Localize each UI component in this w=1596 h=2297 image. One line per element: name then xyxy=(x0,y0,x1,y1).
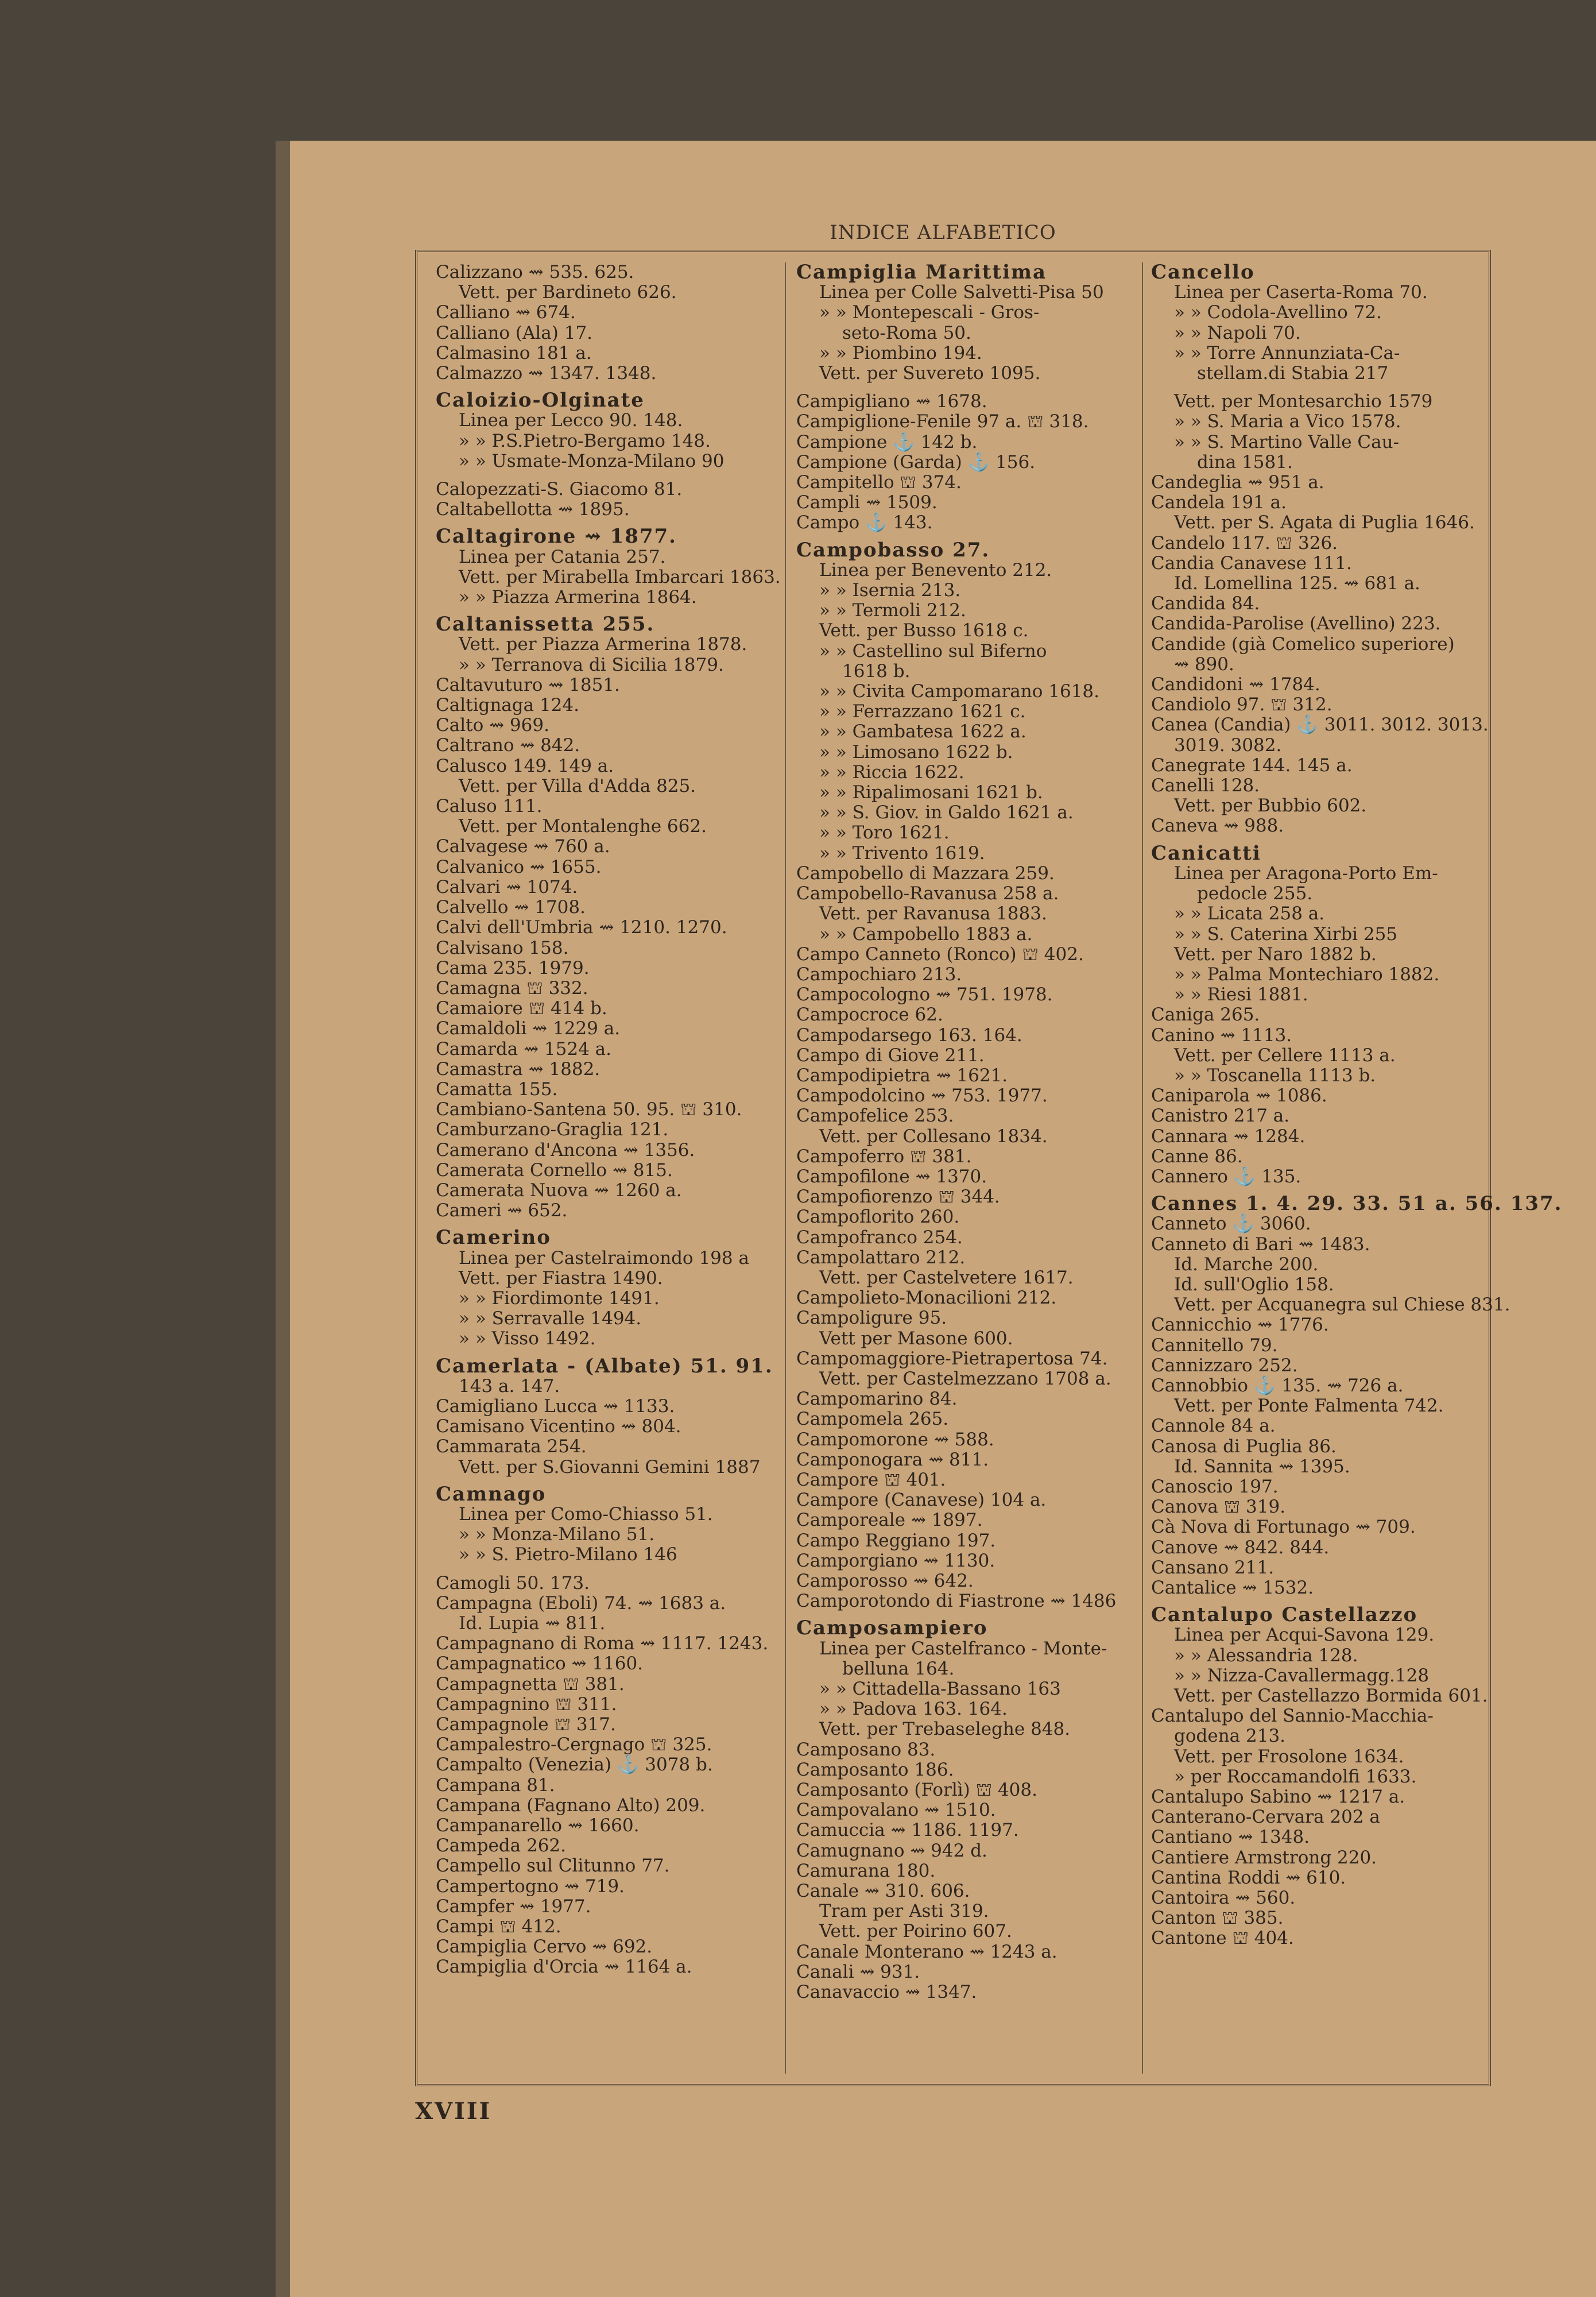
index-entry: Camisano Vicentino ⇝ 804. xyxy=(436,1416,681,1437)
index-entry: Camerata Nuova ⇝ 1260 a. xyxy=(436,1180,682,1201)
index-entry: Id. sull'Oglio 158. xyxy=(1174,1274,1334,1295)
index-entry: Campagnatico ⇝ 1160. xyxy=(436,1653,644,1675)
index-heading: Camnago xyxy=(436,1482,547,1506)
index-entry: Campalto (Venezia) ⚓ 3078 b. xyxy=(436,1754,713,1776)
index-entry: Campolattaro 212. xyxy=(796,1247,966,1268)
index-entry: Camerano d'Ancona ⇝ 1356. xyxy=(436,1139,695,1161)
index-entry: Vett. per Frosolone 1634. xyxy=(1174,1746,1404,1767)
index-entry: Campovalano ⇝ 1510. xyxy=(796,1800,996,1821)
index-column-1 xyxy=(436,262,781,1978)
index-page xyxy=(290,141,1596,2297)
index-entry: Campiglione-Fenile 97 a. ⛫ 318. xyxy=(796,411,1089,432)
index-entry: Vett. per Mirabella Imbarcari 1863. xyxy=(459,566,781,587)
index-entry: Canelli 128. xyxy=(1151,775,1260,796)
index-entry: » » Usmate-Monza-Milano 90 xyxy=(459,450,725,471)
index-entry: Cannicchio ⇝ 1776. xyxy=(1151,1314,1329,1336)
index-entry: » » Isernia 213. xyxy=(819,580,961,601)
index-entry: Caltrano ⇝ 842. xyxy=(436,735,580,756)
page-folio: XVIII xyxy=(415,2098,492,2125)
index-entry: Campo di Giove 211. xyxy=(796,1045,985,1066)
index-entry: Campagnole ⛫ 317. xyxy=(436,1714,616,1735)
index-entry: Cantina Roddi ⇝ 610. xyxy=(1151,1867,1346,1888)
index-entry: Campagnino ⛫ 311. xyxy=(436,1693,617,1715)
index-entry: Campione (Garda) ⚓ 156. xyxy=(796,451,1036,473)
index-entry: Camburzano-Graglia 121. xyxy=(436,1119,669,1140)
index-entry: Calvello ⇝ 1708. xyxy=(436,897,586,918)
book-spine-edge xyxy=(276,141,292,2297)
index-heading: Caltanissetta 255. xyxy=(436,613,655,636)
index-entry: Vett per Masone 600. xyxy=(819,1328,1013,1349)
index-entry: » » Gambatesa 1622 a. xyxy=(819,721,1026,743)
index-entry: Vett. per Castelmezzano 1708 a. xyxy=(819,1368,1111,1389)
index-heading: Caloizio-Olginate xyxy=(436,389,645,412)
index-entry: Cannara ⇝ 1284. xyxy=(1151,1126,1306,1147)
index-entry: godena 213. xyxy=(1174,1726,1286,1747)
index-entry: Vett. per Ravanusa 1883. xyxy=(819,903,1047,925)
index-entry: Camaldoli ⇝ 1229 a. xyxy=(436,1018,621,1039)
index-entry: Campagnetta ⛫ 381. xyxy=(436,1673,625,1695)
index-entry: Campore (Canavese) 104 a. xyxy=(796,1490,1047,1511)
index-heading: Cannes 1. 4. 29. 33. 51 a. 56. 137. xyxy=(1151,1192,1563,1216)
index-entry: Vett. per Suvereto 1095. xyxy=(819,363,1041,384)
index-entry: Camporgiano ⇝ 1130. xyxy=(796,1550,995,1571)
index-entry: Campomorone ⇝ 588. xyxy=(796,1429,994,1450)
index-entry: Vett. per Naro 1882 b. xyxy=(1174,943,1377,965)
index-entry: Caltignaga 124. xyxy=(436,695,579,716)
index-heading: Campiglia Marittima xyxy=(796,261,1047,284)
index-entry: Cà Nova di Fortunago ⇝ 709. xyxy=(1151,1517,1416,1538)
column-divider xyxy=(1142,262,1143,2074)
index-entry: Camponogara ⇝ 811. xyxy=(796,1449,989,1470)
index-entry: Campofelice 253. xyxy=(796,1105,954,1127)
index-entry: Vett. per Castellazzo Bormida 601. xyxy=(1174,1685,1488,1707)
index-entry: Calvari ⇝ 1074. xyxy=(436,876,578,898)
index-entry: Candelo 117. ⛫ 326. xyxy=(1151,532,1338,554)
index-entry: » » Montepescali - Gros- xyxy=(819,302,1040,323)
index-entry: » » Riesi 1881. xyxy=(1174,984,1308,1006)
index-entry: Camugnano ⇝ 942 d. xyxy=(796,1840,987,1861)
index-entry: Camposanto (Forlì) ⛫ 408. xyxy=(796,1780,1037,1801)
index-heading: Camposampiero xyxy=(796,1617,988,1640)
index-entry: Cantalupo del Sannio-Macchia- xyxy=(1151,1706,1434,1727)
index-entry: » » Toro 1621. xyxy=(819,822,950,844)
index-entry: Camaiore ⛫ 414 b. xyxy=(436,998,607,1019)
index-entry: Calvagese ⇝ 760 a. xyxy=(436,836,610,857)
index-entry: Campo Canneto (Ronco) ⛫ 402. xyxy=(796,943,1084,965)
index-entry: Caniparola ⇝ 1086. xyxy=(1151,1085,1327,1107)
index-entry: Campi ⛫ 412. xyxy=(436,1916,561,1938)
index-entry: » » Riccia 1622. xyxy=(819,761,964,783)
index-entry: Id. Marche 200. xyxy=(1174,1254,1319,1275)
index-entry: » » Civita Campomarano 1618. xyxy=(819,681,1100,702)
index-entry: Linea per Benevento 212. xyxy=(819,559,1052,581)
index-entry: » » Campobello 1883 a. xyxy=(819,923,1033,945)
index-entry: Canoscio 197. xyxy=(1151,1476,1279,1497)
index-entry: Campoflorito 260. xyxy=(796,1206,960,1228)
index-entry: Campana (Fagnano Alto) 209. xyxy=(436,1795,706,1816)
index-entry: Vett. per Cellere 1113 a. xyxy=(1174,1045,1396,1066)
index-entry: Candida 84. xyxy=(1151,593,1260,614)
index-entry: Caniga 265. xyxy=(1151,1004,1260,1026)
index-entry: Campobello-Ravanusa 258 a. xyxy=(796,883,1059,904)
index-entry: Camposano 83. xyxy=(796,1739,936,1760)
index-entry: Camporotondo di Fiastrone ⇝ 1486 xyxy=(796,1591,1117,1612)
index-entry: » » Licata 258 a. xyxy=(1174,903,1325,925)
index-entry: stellam.di Stabia 217 xyxy=(1197,363,1389,384)
index-entry: Camastra ⇝ 1882. xyxy=(436,1058,601,1080)
index-entry: » » Nizza-Cavallermagg.128 xyxy=(1174,1665,1430,1686)
index-entry: Cantalupo Sabino ⇝ 1217 a. xyxy=(1151,1786,1405,1808)
index-entry: » » Termoli 212. xyxy=(819,600,966,621)
index-entry: Canale ⇝ 310. 606. xyxy=(796,1881,970,1902)
index-heading: Camerino xyxy=(436,1226,551,1250)
index-entry: ⇝ 890. xyxy=(1174,653,1234,675)
index-entry: Campanarello ⇝ 1660. xyxy=(436,1815,640,1836)
index-entry: » » S. Pietro-Milano 146 xyxy=(459,1544,677,1565)
index-entry: Vett. per Ponte Falmenta 742. xyxy=(1174,1395,1444,1417)
index-entry: » » Cittadella-Bassano 163 xyxy=(819,1679,1061,1700)
spacer xyxy=(436,1565,774,1573)
index-entry: Campiglia Cervo ⇝ 692. xyxy=(436,1936,653,1958)
index-entry: Canea (Candia) ⚓ 3011. 3012. 3013. xyxy=(1151,714,1489,736)
index-frame xyxy=(415,250,1563,2086)
index-entry: Caluso 111. xyxy=(436,796,543,817)
index-entry: Campodarsego 163. 164. xyxy=(796,1024,1022,1046)
index-entry: Vett. per S. Agata di Puglia 1646. xyxy=(1174,512,1475,533)
index-entry: Vett. per Montalenghe 662. xyxy=(459,816,707,837)
index-entry: Calvanico ⇝ 1655. xyxy=(436,856,602,877)
index-entry: Cambiano-Santena 50. 95. ⛫ 310. xyxy=(436,1099,742,1120)
index-entry: Campitello ⛫ 374. xyxy=(796,472,962,493)
index-entry: Calusco 149. 149 a. xyxy=(436,755,614,776)
index-entry: » » Ripalimosani 1621 b. xyxy=(819,782,1043,803)
index-heading: Campobasso 27. xyxy=(796,538,990,562)
index-entry: Canove ⇝ 842. 844. xyxy=(1151,1537,1330,1558)
index-entry: Campertogno ⇝ 719. xyxy=(436,1876,625,1897)
index-entry: » » Terranova di Sicilia 1879. xyxy=(459,654,724,675)
index-entry: Cannobbio ⚓ 135. ⇝ 726 a. xyxy=(1151,1375,1404,1396)
index-entry: » » Piazza Armerina 1864. xyxy=(459,587,697,608)
index-heading: Caltagirone ⇝ 1877. xyxy=(436,525,677,548)
index-entry: Camposanto 186. xyxy=(796,1759,954,1780)
index-entry: Canosa di Puglia 86. xyxy=(1151,1436,1337,1457)
index-entry: » » Torre Annunziata-Ca- xyxy=(1174,342,1400,364)
index-entry: Cammarata 254. xyxy=(436,1436,587,1457)
index-entry: » » S. Giov. in Galdo 1621 a. xyxy=(819,802,1074,823)
index-entry: Candiolo 97. ⛫ 312. xyxy=(1151,694,1332,716)
index-entry: Cantiano ⇝ 1348. xyxy=(1151,1827,1310,1848)
index-entry: Id. Lomellina 125. ⇝ 681 a. xyxy=(1174,573,1420,594)
index-heading: Canicatti xyxy=(1151,841,1261,865)
index-entry: 1618 b. xyxy=(842,660,911,682)
index-entry: Canavaccio ⇝ 1347. xyxy=(796,1982,977,2003)
index-entry: » » Piombino 194. xyxy=(819,342,982,364)
index-entry: Campodolcino ⇝ 753. 1977. xyxy=(796,1085,1048,1107)
index-entry: » » Fiordimonte 1491. xyxy=(459,1287,660,1309)
index-entry: Linea per Lecco 90. 148. xyxy=(459,410,683,431)
index-entry: Linea per Castelraimondo 198 a xyxy=(459,1247,749,1269)
index-entry: Linea per Castelfranco - Monte- xyxy=(819,1638,1107,1659)
index-entry: » » Napoli 70. xyxy=(1174,322,1301,343)
index-entry: 143 a. 147. xyxy=(459,1375,560,1397)
index-entry: Calizzano ⇝ 535. 625. xyxy=(436,262,634,283)
index-entry: Campofranco 254. xyxy=(796,1227,963,1248)
index-entry: Linea per Colle Salvetti-Pisa 50 xyxy=(819,282,1104,303)
index-entry: pedocle 255. xyxy=(1197,883,1313,904)
index-entry: Vett. per Trebaseleghe 848. xyxy=(819,1719,1071,1740)
index-entry: Linea per Catania 257. xyxy=(459,546,666,567)
index-entry: Camogli 50. 173. xyxy=(436,1572,590,1594)
index-entry: Camarda ⇝ 1524 a. xyxy=(436,1038,611,1059)
index-entry: Calto ⇝ 969. xyxy=(436,715,549,736)
index-entry: Calliano ⇝ 674. xyxy=(436,302,576,323)
index-entry: Campfer ⇝ 1977. xyxy=(436,1896,591,1917)
index-entry: Campodipietra ⇝ 1621. xyxy=(796,1065,1008,1086)
index-entry: Cannitello 79. xyxy=(1151,1335,1278,1356)
index-entry: Cannizzaro 252. xyxy=(1151,1355,1298,1376)
index-entry: seto-Roma 50. xyxy=(842,322,971,343)
column-divider xyxy=(785,262,786,2074)
index-entry: Vett. per Bubbio 602. xyxy=(1174,795,1367,817)
index-entry: Cantiere Armstrong 220. xyxy=(1151,1847,1377,1868)
index-entry: belluna 164. xyxy=(842,1658,955,1679)
index-entry: Cama 235. 1979. xyxy=(436,957,590,979)
spacer xyxy=(436,471,774,479)
page-header: INDICE ALFABETICO xyxy=(830,221,1056,244)
index-entry: » » Limosano 1622 b. xyxy=(819,741,1013,763)
index-entry: Vett. per Busso 1618 c. xyxy=(819,620,1029,641)
index-entry: Caltavuturo ⇝ 1851. xyxy=(436,674,620,695)
index-entry: Calvi dell'Umbria ⇝ 1210. 1270. xyxy=(436,917,727,938)
index-entry: Camerata Cornello ⇝ 815. xyxy=(436,1159,673,1181)
index-entry: Vett. per Collesano 1834. xyxy=(819,1126,1048,1147)
index-entry: Campo Reggiano 197. xyxy=(796,1530,996,1551)
index-entry: Campiglia d'Orcia ⇝ 1164 a. xyxy=(436,1956,692,1978)
index-entry: Canneto di Bari ⇝ 1483. xyxy=(1151,1233,1370,1255)
index-entry: » » Serravalle 1494. xyxy=(459,1308,642,1329)
index-entry: Campomela 265. xyxy=(796,1409,949,1430)
index-entry: Campomaggiore-Pietrapertosa 74. xyxy=(796,1348,1108,1369)
index-entry: Campofilone ⇝ 1370. xyxy=(796,1166,987,1187)
index-entry: Campigliano ⇝ 1678. xyxy=(796,391,987,412)
index-entry: Candide (già Comelico superiore) xyxy=(1151,633,1455,655)
index-entry: Canneto ⚓ 3060. xyxy=(1151,1213,1311,1235)
index-entry: » » Trivento 1619. xyxy=(819,842,985,864)
index-entry: Cantalice ⇝ 1532. xyxy=(1151,1577,1314,1598)
index-entry: » » Visso 1492. xyxy=(459,1328,596,1349)
index-entry: Campochiaro 213. xyxy=(796,964,962,985)
index-entry: Camporosso ⇝ 642. xyxy=(796,1571,974,1591)
index-entry: Canton ⛫ 385. xyxy=(1151,1908,1284,1929)
index-entry: 3019. 3082. xyxy=(1174,734,1282,756)
spacer xyxy=(1151,384,1481,392)
index-entry: Calliano (Ala) 17. xyxy=(436,322,593,343)
index-entry: Candidoni ⇝ 1784. xyxy=(1151,674,1320,695)
index-entry: Campocroce 62. xyxy=(796,1004,943,1026)
index-entry: Canova ⛫ 319. xyxy=(1151,1496,1286,1518)
index-entry: » » P.S.Pietro-Bergamo 148. xyxy=(459,430,711,451)
index-entry: Campoligure 95. xyxy=(796,1308,947,1329)
index-entry: Camatta 155. xyxy=(436,1078,558,1100)
index-entry: » per Roccamandolfi 1633. xyxy=(1174,1766,1417,1787)
index-entry: Tram per Asti 319. xyxy=(819,1901,989,1922)
index-entry: Canterano-Cervara 202 a xyxy=(1151,1807,1380,1828)
index-entry: » » Ferrazzano 1621 c. xyxy=(819,701,1026,722)
index-entry: » » Castellino sul Biferno xyxy=(819,640,1047,662)
index-entry: » » S. Maria a Vico 1578. xyxy=(1174,411,1401,432)
index-entry: Vett. per Bardineto 626. xyxy=(459,282,677,303)
index-entry: Caneva ⇝ 988. xyxy=(1151,815,1284,837)
index-entry: Vett. per Piazza Armerina 1878. xyxy=(459,634,747,655)
index-entry: Campoferro ⛫ 381. xyxy=(796,1146,972,1167)
index-entry: Campore ⛫ 401. xyxy=(796,1469,946,1490)
index-entry: Linea per Aragona-Porto Em- xyxy=(1174,863,1438,884)
index-entry: Vett. per Acquanegra sul Chiese 831. xyxy=(1174,1294,1510,1316)
index-entry: Vett. per S.Giovanni Gemini 1887 xyxy=(459,1456,761,1478)
index-entry: Candida-Parolise (Avellino) 223. xyxy=(1151,613,1441,635)
index-entry: Campobello di Mazzara 259. xyxy=(796,863,1055,884)
index-entry: Linea per Acqui-Savona 129. xyxy=(1174,1625,1435,1646)
index-entry: Camporeale ⇝ 1897. xyxy=(796,1510,983,1531)
index-entry: Canegrate 144. 145 a. xyxy=(1151,755,1353,776)
index-entry: Campocologno ⇝ 751. 1978. xyxy=(796,984,1053,1006)
index-entry: dina 1581. xyxy=(1197,451,1293,473)
index-entry: Campione ⚓ 142 b. xyxy=(796,431,978,453)
index-entry: Canale Monterano ⇝ 1243 a. xyxy=(796,1941,1057,1962)
index-entry: Campagna (Eboli) 74. ⇝ 1683 a. xyxy=(436,1592,726,1614)
index-entry: Candela 191 a. xyxy=(1151,492,1287,513)
index-entry: Campello sul Clitunno 77. xyxy=(436,1855,670,1877)
index-entry: Campolieto-Monacilioni 212. xyxy=(796,1287,1057,1309)
index-entry: Calopezzati-S. Giacomo 81. xyxy=(436,479,683,500)
index-entry: Candia Canavese 111. xyxy=(1151,552,1352,574)
index-entry: Campeda 262. xyxy=(436,1835,566,1857)
index-entry: Calmazzo ⇝ 1347. 1348. xyxy=(436,363,657,384)
index-entry: Candeglia ⇝ 951 a. xyxy=(1151,472,1324,493)
index-entry: » » Padova 163. 164. xyxy=(819,1699,1008,1720)
index-column-3 xyxy=(1151,261,1563,1949)
index-entry: Vett. per Montesarchio 1579 xyxy=(1174,391,1433,412)
index-entry: Calmasino 181 a. xyxy=(436,342,592,364)
index-entry: Canali ⇝ 931. xyxy=(796,1961,920,1982)
index-entry: Camuccia ⇝ 1186. 1197. xyxy=(796,1820,1019,1841)
index-heading: Camerlata - (Albate) 51. 91. xyxy=(436,1354,773,1378)
index-entry: Cannole 84 a. xyxy=(1151,1416,1276,1437)
index-entry: Vett. per Villa d'Adda 825. xyxy=(459,775,696,796)
index-entry: Cansano 211. xyxy=(1151,1557,1275,1578)
index-entry: » » Alessandria 128. xyxy=(1174,1645,1358,1666)
index-entry: Camigliano Lucca ⇝ 1133. xyxy=(436,1395,675,1417)
index-entry: Linea per Caserta-Roma 70. xyxy=(1174,282,1428,303)
index-entry: Cameri ⇝ 652. xyxy=(436,1200,568,1221)
index-entry: Canistro 217 a. xyxy=(1151,1105,1290,1127)
index-entry: Campalestro-Cergnago ⛫ 325. xyxy=(436,1734,712,1755)
index-entry: » » S. Caterina Xirbi 255 xyxy=(1174,923,1398,945)
index-entry: Caltabellotta ⇝ 1895. xyxy=(436,499,630,520)
index-entry: Campomarino 84. xyxy=(796,1389,958,1410)
index-entry: Camagna ⛫ 332. xyxy=(436,977,588,999)
spacer xyxy=(796,384,1135,392)
index-column-2 xyxy=(796,262,1135,2002)
index-entry: » » S. Martino Valle Cau- xyxy=(1174,431,1400,453)
index-entry: Cantone ⛫ 404. xyxy=(1151,1928,1294,1949)
index-entry: Canino ⇝ 1113. xyxy=(1151,1024,1292,1046)
index-entry: Campo ⚓ 143. xyxy=(796,512,933,533)
index-entry: Linea per Como-Chiasso 51. xyxy=(459,1503,713,1525)
index-entry: Cantoira ⇝ 560. xyxy=(1151,1888,1296,1909)
index-entry: » » Codola-Avellino 72. xyxy=(1174,302,1382,323)
index-heading: Cancello xyxy=(1151,261,1255,284)
index-entry: Campofiorenzo ⛫ 344. xyxy=(796,1186,1000,1208)
index-entry: » » Palma Montechiaro 1882. xyxy=(1174,964,1440,985)
index-entry: Camurana 180. xyxy=(796,1860,936,1881)
index-entry: Campana 81. xyxy=(436,1774,555,1796)
index-entry: Vett. per Poirino 607. xyxy=(819,1921,1012,1942)
index-entry: Vett. per Fiastra 1490. xyxy=(459,1267,663,1289)
index-entry: Canne 86. xyxy=(1151,1146,1243,1167)
index-entry: Cannero ⚓ 135. xyxy=(1151,1166,1301,1187)
index-entry: Vett. per Castelvetere 1617. xyxy=(819,1267,1074,1288)
index-entry: Id. Lupia ⇝ 811. xyxy=(459,1613,606,1634)
index-entry: » » Monza-Milano 51. xyxy=(459,1524,655,1545)
index-entry: Campagnano di Roma ⇝ 1117. 1243. xyxy=(436,1633,769,1654)
index-entry: Id. Sannita ⇝ 1395. xyxy=(1174,1456,1350,1477)
index-entry: Calvisano 158. xyxy=(436,937,569,958)
index-entry: Campli ⇝ 1509. xyxy=(796,492,938,513)
index-heading: Cantalupo Castellazzo xyxy=(1151,1603,1418,1627)
index-entry: » » Toscanella 1113 b. xyxy=(1174,1065,1376,1086)
